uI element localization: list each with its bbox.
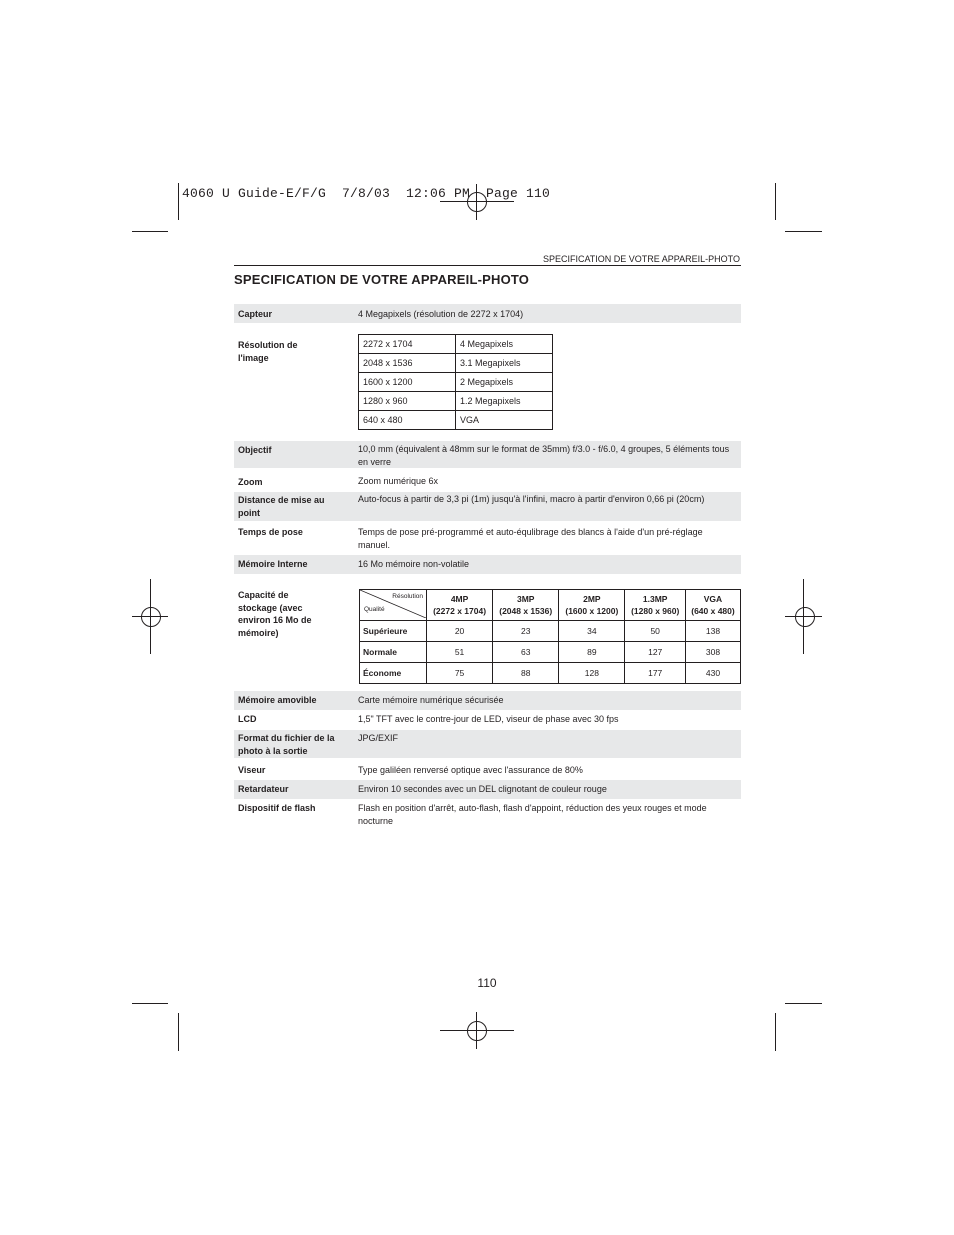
running-header: SPECIFICATION DE VOTRE APPAREIL-PHOTO xyxy=(542,254,740,264)
spec-label: Zoom xyxy=(238,477,263,487)
quality-label: Économe xyxy=(360,663,427,684)
table-cell: VGA xyxy=(456,411,553,430)
table-row xyxy=(359,373,553,392)
spec-label: Retardateur xyxy=(238,784,289,794)
table-cell: 51 xyxy=(427,642,493,663)
table-cell: 50 xyxy=(625,621,686,642)
table-cell: 75 xyxy=(427,663,493,684)
spec-row-retardateur xyxy=(234,780,741,799)
table-cell: 430 xyxy=(685,663,740,684)
corner-label-resolution: Résolution xyxy=(392,593,423,600)
column-header xyxy=(427,590,493,621)
column-header-top: 1.3MP xyxy=(642,594,668,604)
table-cell: 63 xyxy=(493,642,559,663)
table-row xyxy=(359,392,553,411)
spec-value: JPG/EXIF xyxy=(358,733,399,743)
spec-row-objectif xyxy=(234,441,741,468)
table-cell: 88 xyxy=(493,663,559,684)
column-header-bottom: (1280 x 960) xyxy=(631,606,680,616)
spec-value: Auto-focus à partir de 3,3 pi (1m) jusqu'à l'infini, macro à partir d'environ 0,66 pi (20cm) xyxy=(358,494,705,504)
table-row xyxy=(360,663,741,684)
table-cell: 2 Megapixels xyxy=(456,373,553,392)
table-row xyxy=(359,411,553,430)
table-cell: 128 xyxy=(559,663,625,684)
page-title: SPECIFICATION DE VOTRE APPAREIL-PHOTO xyxy=(234,272,530,287)
print-slug-line: 4060 U Guide-E/F/G 7/8/03 12:06 PM Page 110 xyxy=(182,186,551,201)
spec-value: Carte mémoire numérique sécurisée xyxy=(358,695,504,705)
spec-label: Mémoire Interne xyxy=(238,559,308,569)
table-header-row xyxy=(360,590,741,621)
spec-value: Flash en position d'arrêt, auto-flash, flash d'appoint, réduction des yeux rouges et mode nocturne xyxy=(358,803,707,826)
spec-row-memoire-amovible xyxy=(234,691,741,710)
table-cell: 177 xyxy=(625,663,686,684)
table-row xyxy=(359,354,553,373)
spec-value: Environ 10 secondes avec un DEL clignotant de couleur rouge xyxy=(358,784,607,794)
spec-label: Temps de pose xyxy=(238,527,303,537)
column-header-top: 2MP xyxy=(583,594,601,604)
column-header-bottom: (1600 x 1200) xyxy=(565,606,619,616)
table-cell: 2048 x 1536 xyxy=(359,354,456,373)
corner-header-cell xyxy=(360,590,427,621)
table-cell: 640 x 480 xyxy=(359,411,456,430)
spec-row-zoom xyxy=(234,473,741,492)
spec-label: Distance de mise au point xyxy=(238,495,325,518)
table-cell: 1.2 Megapixels xyxy=(456,392,553,411)
spec-label: LCD xyxy=(238,714,257,724)
resolution-table xyxy=(358,334,553,430)
spec-row-lcd xyxy=(234,710,741,730)
spec-row-viseur xyxy=(234,761,741,780)
spec-label: Dispositif de flash xyxy=(238,803,316,813)
table-cell: 23 xyxy=(493,621,559,642)
corner-label-qualite: Qualité xyxy=(364,606,385,613)
table-cell: 2272 x 1704 xyxy=(359,335,456,354)
spec-value: Zoom numérique 6x xyxy=(358,476,439,486)
spec-value: 16 Mo mémoire non-volatile xyxy=(358,559,470,569)
column-header-top: 3MP xyxy=(516,594,535,604)
table-cell: 3.1 Megapixels xyxy=(456,354,553,373)
spec-label: Résolution de l'image xyxy=(238,340,298,363)
column-header xyxy=(559,590,625,621)
table-cell: 308 xyxy=(685,642,740,663)
spec-row-format xyxy=(234,730,741,758)
spec-label: Mémoire amovible xyxy=(238,695,317,705)
quality-label: Normale xyxy=(360,642,427,663)
table-cell: 4 Megapixels xyxy=(456,335,553,354)
table-cell: 1600 x 1200 xyxy=(359,373,456,392)
spec-value: 4 Megapixels (résolution de 2272 x 1704) xyxy=(358,309,524,319)
spec-row-flash xyxy=(234,799,741,829)
spec-value: 1,5" TFT avec le contre-jour de LED, viseur de phase avec 30 fps xyxy=(358,714,619,724)
column-header xyxy=(625,590,686,621)
column-header-bottom: (2272 x 1704) xyxy=(433,606,487,616)
spec-value: Temps de pose pré-programmé et auto-équlibrage des blancs à l'aide d'un pré-réglage manuel. xyxy=(358,527,703,550)
column-header-bottom: (640 x 480) xyxy=(691,606,735,616)
spec-value: 10,0 mm (équivalent à 48mm sur le format de 35mm) f/3.0 - f/6.0, 4 groupes, 5 éléments tous en verre xyxy=(358,444,730,467)
spec-label: Capteur xyxy=(238,309,273,319)
spec-row-capacite xyxy=(234,586,741,676)
table-row xyxy=(360,621,741,642)
table-row xyxy=(360,642,741,663)
table-row xyxy=(359,335,553,354)
table-cell: 20 xyxy=(427,621,493,642)
column-header-bottom: (2048 x 1536) xyxy=(499,606,553,616)
spec-row-memoire-interne xyxy=(234,555,741,574)
table-cell: 34 xyxy=(559,621,625,642)
spec-row-distance xyxy=(234,492,741,521)
spec-label: Capacité de stockage (avec environ 16 Mo de mémoire) xyxy=(238,590,312,638)
capacity-table xyxy=(359,589,741,684)
column-header-top: 4MP xyxy=(450,594,469,604)
spec-row-temps-de-pose xyxy=(234,523,741,553)
page-number: 110 xyxy=(477,976,497,990)
spec-label: Viseur xyxy=(238,765,266,775)
table-cell: 138 xyxy=(685,621,740,642)
table-cell: 127 xyxy=(625,642,686,663)
column-header xyxy=(493,590,559,621)
quality-label: Supérieure xyxy=(360,621,427,642)
column-header-top: VGA xyxy=(703,594,723,604)
table-cell: 1280 x 960 xyxy=(359,392,456,411)
spec-label: Objectif xyxy=(238,445,272,455)
column-header xyxy=(685,590,740,621)
header-rule xyxy=(234,265,741,266)
spec-value: Type galiléen renversé optique avec l'assurance de 80% xyxy=(358,765,583,775)
table-cell: 89 xyxy=(559,642,625,663)
spec-row-resolution xyxy=(234,334,741,431)
spec-row-capteur xyxy=(234,304,741,323)
spec-label: Format du fichier de la photo à la sortie xyxy=(238,733,335,756)
